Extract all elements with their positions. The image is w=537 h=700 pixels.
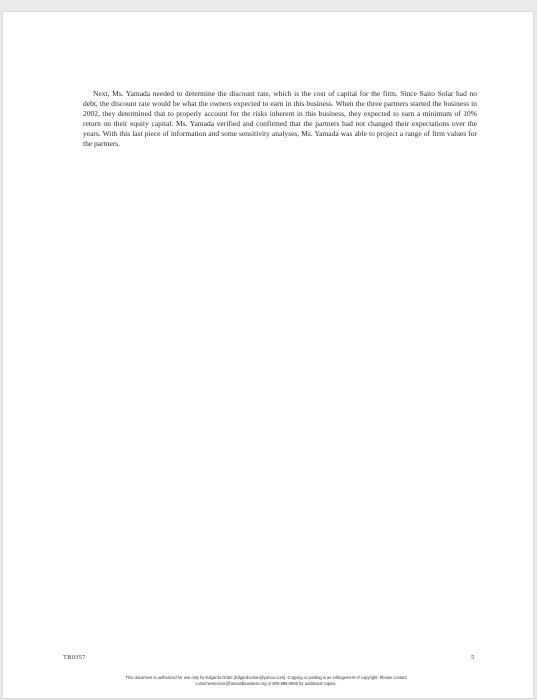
page-number: 5 (471, 654, 475, 661)
document-page (3, 12, 533, 698)
copyright-notice-line-1: This document is authorized for use only by Edgardo Ortan (Edgardoortan@yahoo.com). Copying or posting is an infringement of copyright. Please contact (125, 675, 407, 680)
document-code: TB0357 (63, 654, 86, 661)
copyright-notice-line-2: customerservice@harvardbusiness.org or 800-988-0886 for additional copies. (195, 681, 337, 686)
body-paragraph: Next, Ms. Yamada needed to determine the discount rate, which is the cost of capital for the firm. Since Saito Solar had no debt, the discount rate would be what the owners expected to earn in this business. When the three partners started the business in 2002, they determined that to properly account for the risks inherent in this business, they expected to earn a minimum of 10% return on their equity capital. Ms. Yamada verified and confirmed that the partners had not changed their expectations over the years. With this last piece of information and some sensitivity analyses, Ms. Yamada was able to project a range of firm values for the partners. (83, 89, 477, 148)
copyright-notice (20, 675, 512, 687)
